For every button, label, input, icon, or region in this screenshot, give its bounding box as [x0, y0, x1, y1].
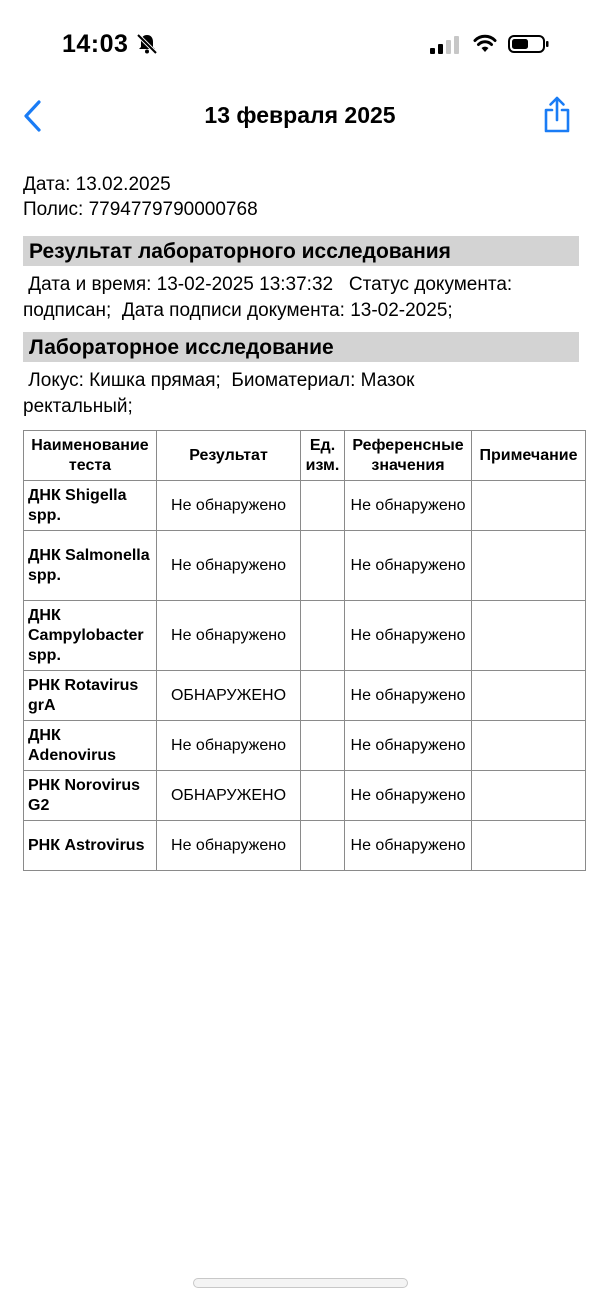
- test-reference: Не обнаружено: [345, 531, 472, 601]
- status-bar: [0, 0, 600, 90]
- policy-number: Полис: 7794779790000768: [23, 199, 258, 220]
- test-result: Не обнаружено: [157, 601, 301, 671]
- test-result: ОБНАРУЖЕНО: [157, 671, 301, 721]
- test-name: РНК Norovirus G2: [24, 771, 157, 821]
- page-title: 13 февраля 2025: [204, 102, 396, 128]
- test-unit: [301, 821, 345, 871]
- test-reference: Не обнаружено: [345, 671, 472, 721]
- header-result: Результат: [157, 431, 301, 481]
- test-unit: [301, 671, 345, 721]
- results-table: [23, 430, 586, 871]
- test-name: ДНК Campylobacter spp.: [24, 601, 157, 671]
- test-result: Не обнаружено: [157, 821, 301, 871]
- test-note: [472, 821, 586, 871]
- section-header-lab-result: Результат лабораторного исследования: [23, 236, 579, 266]
- table-row: [24, 481, 586, 531]
- bell-slash-icon: [136, 33, 158, 55]
- table-row: [24, 601, 586, 671]
- test-unit: [301, 601, 345, 671]
- test-result: Не обнаружено: [157, 531, 301, 601]
- test-reference: Не обнаружено: [345, 601, 472, 671]
- table-row: [24, 821, 586, 871]
- lab-study-details: [23, 362, 579, 420]
- test-name: ДНК Adenovirus: [24, 721, 157, 771]
- test-unit: [301, 481, 345, 531]
- battery-icon: [508, 34, 550, 54]
- test-unit: [301, 721, 345, 771]
- test-note: [472, 771, 586, 821]
- header-test-name: Наименование теста: [24, 431, 157, 481]
- header-unit: Ед. изм.: [301, 431, 345, 481]
- table-row: [24, 671, 586, 721]
- table-row: [24, 721, 586, 771]
- header-reference: Референсные значения: [345, 431, 472, 481]
- lab-study-line-2: ректальный;: [23, 396, 133, 417]
- test-note: [472, 601, 586, 671]
- lab-result-line-1: Дата и время: 13-02-2025 13:37:32 Статус документа:: [23, 274, 513, 295]
- test-unit: [301, 771, 345, 821]
- lab-result-details: [23, 266, 579, 324]
- header-note: Примечание: [472, 431, 586, 481]
- table-row: [24, 771, 586, 821]
- test-name: РНК Rotavirus grA: [24, 671, 157, 721]
- section-header-lab-study: Лабораторное исследование: [23, 332, 579, 362]
- lab-study-line-1: Локус: Кишка прямая; Биоматериал: Мазок: [23, 370, 415, 391]
- wifi-icon: [473, 33, 497, 53]
- table-header-row: [24, 431, 586, 481]
- share-icon[interactable]: [541, 96, 573, 134]
- document-body: [23, 172, 579, 871]
- test-note: [472, 481, 586, 531]
- cellular-signal-icon: [430, 36, 462, 54]
- test-name: ДНК Salmonella spp.: [24, 531, 157, 601]
- test-reference: Не обнаружено: [345, 721, 472, 771]
- document-date: Дата: 13.02.2025: [23, 174, 171, 195]
- test-unit: [301, 531, 345, 601]
- test-result: Не обнаружено: [157, 721, 301, 771]
- lab-result-line-2: подписан; Дата подписи документа: 13-02-2025;: [23, 300, 453, 321]
- home-indicator[interactable]: [193, 1278, 408, 1288]
- test-reference: Не обнаружено: [345, 481, 472, 531]
- test-name: ДНК Shigella spp.: [24, 481, 157, 531]
- navigation-bar: [0, 95, 600, 140]
- status-time: 14:03: [62, 30, 129, 58]
- test-note: [472, 671, 586, 721]
- test-result: ОБНАРУЖЕНО: [157, 771, 301, 821]
- test-note: [472, 531, 586, 601]
- test-name: РНК Astrovirus: [24, 821, 157, 871]
- table-row: [24, 531, 586, 601]
- test-result: Не обнаружено: [157, 481, 301, 531]
- test-note: [472, 721, 586, 771]
- test-reference: Не обнаружено: [345, 821, 472, 871]
- test-reference: Не обнаружено: [345, 771, 472, 821]
